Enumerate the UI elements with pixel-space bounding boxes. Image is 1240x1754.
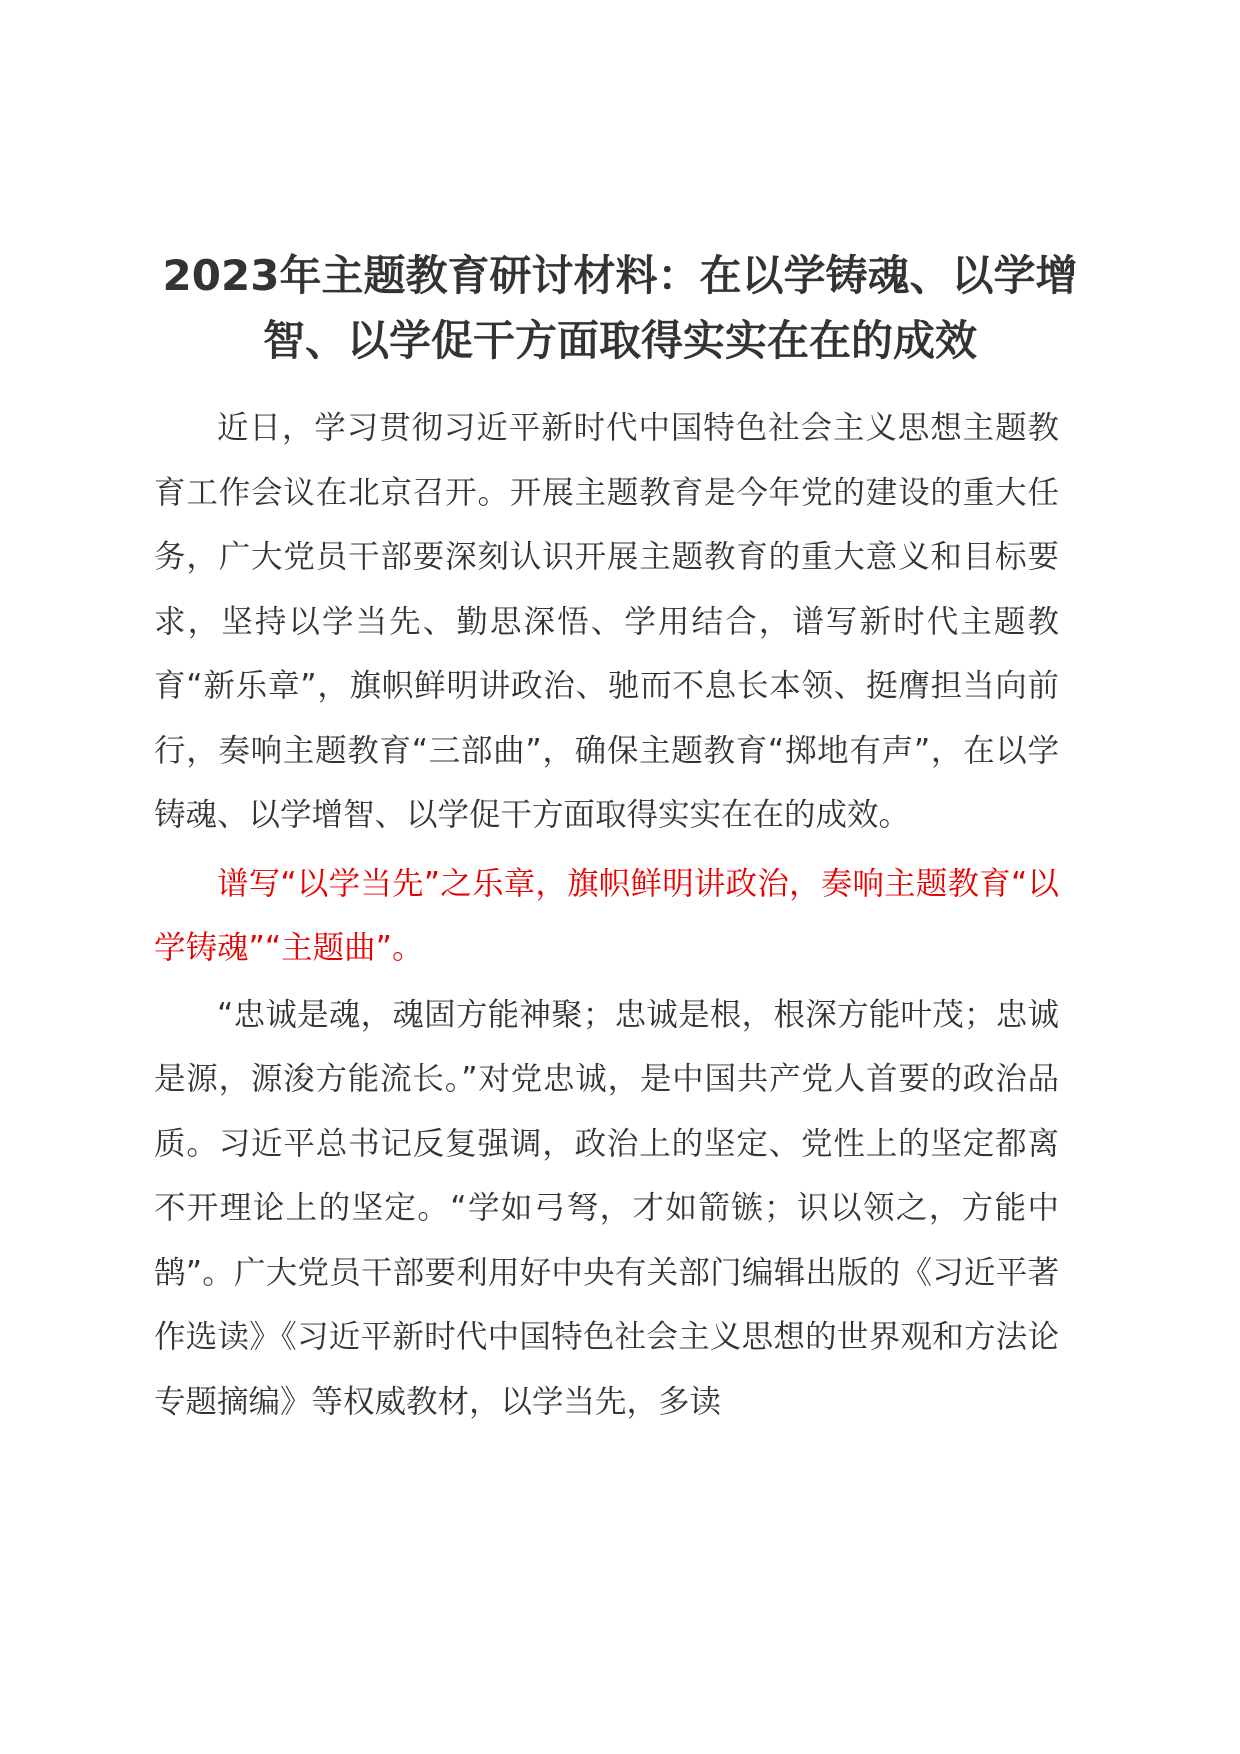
section-paragraph: “忠诚是魂，魂固方能神聚；忠诚是根，根深方能叶茂；忠诚是源，源浚方能流长。”对党忠诚，是中国共产党人首要的政治品质。习近平总书记反复强调，政治上的坚定、党性上的坚定都离不开理论上的坚定。“学如弓弩，才如箭镞；识以领之，方能中鹄”。广大党员干部要利用好中央有关部门编辑出版的《习近平著作选读》《习近平新时代中国特色社会主义思想的世界观和方法论专题摘编》等权威教材，以学当先，多读 [154,996,1059,1420]
document-title: 2023年主题教育研讨材料：在以学铸魂、以学增智、以学促干方面取得实实在在的成效 [162,251,1078,365]
document-body [154,396,1059,1436]
intro-paragraph: 近日，学习贯彻习近平新时代中国特色社会主义思想主题教育工作会议在北京召开。开展主题教育是今年党的建设的重大任务，广大党员干部要深刻认识开展主题教育的重大意义和目标要求，坚持以学当先、勤思深悟、学用结合，谱写新时代主题教育“新乐章”，旗帜鲜明讲政治、驰而不息长本领、挺膺担当向前行，奏响主题教育“三部曲”，确保主题教育“掷地有声”，在以学铸魂、以学增智、以学促干方面取得实实在在的成效。 [154,410,1059,833]
section-heading: 谱写“以学当先”之乐章，旗帜鲜明讲政治，奏响主题教育“以学铸魂”“主题曲”。 [154,865,1059,966]
